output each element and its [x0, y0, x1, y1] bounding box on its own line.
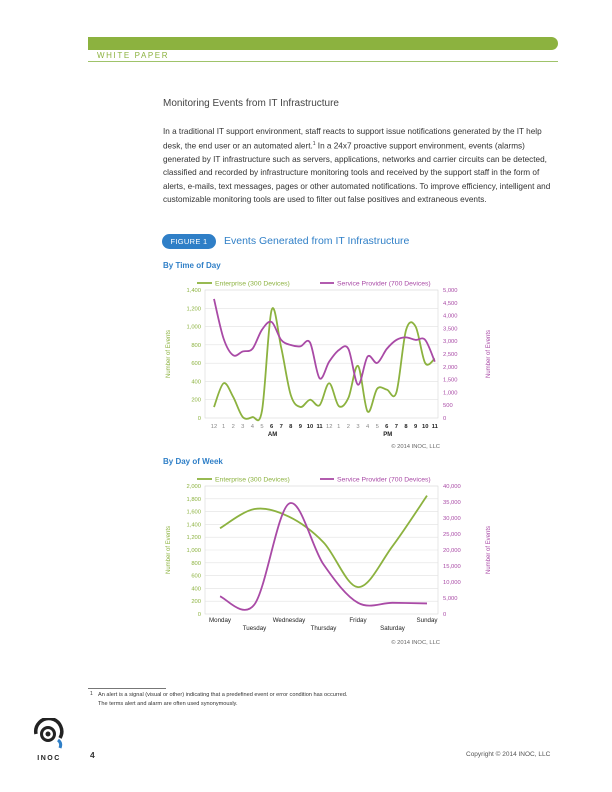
x-tick-label: Friday: [349, 617, 367, 624]
left-tick-label: 1,400: [186, 522, 201, 529]
x-tick-label: 9: [413, 424, 418, 430]
right-tick-label: 2,000: [443, 364, 458, 371]
right-tick-label: 15,000: [443, 564, 461, 570]
left-tick-label: 800: [191, 342, 201, 349]
legend-label-enterprise: Enterprise (300 Devices): [215, 476, 290, 484]
x-tick-label: Thursday: [310, 625, 337, 632]
page-number: 4: [90, 750, 95, 760]
x-tick-label: Monday: [208, 617, 232, 624]
right-axis-title: Number of Events: [486, 525, 492, 575]
left-tick-label: 200: [191, 397, 201, 404]
right-tick-label: 0: [443, 612, 447, 618]
chart-time-of-day: [160, 272, 500, 454]
right-tick-label: 1,000: [443, 390, 458, 397]
footnote-line-2: The terms alert and alarm are often used synonymously.: [98, 701, 238, 707]
x-tick-label: Wednesday: [272, 617, 306, 624]
chart-credit: © 2014 INOC, LLC: [391, 444, 440, 450]
left-tick-label: 1,000: [186, 548, 201, 554]
period-label: AM: [267, 432, 278, 438]
right-tick-label: 3,000: [443, 339, 458, 346]
x-tick-label: Tuesday: [242, 625, 267, 632]
right-tick-label: 10,000: [443, 580, 461, 586]
left-axis-title: Number of Events: [166, 329, 172, 379]
right-tick-label: 2,500: [443, 352, 458, 358]
logo-text: INOC: [37, 755, 61, 762]
x-tick-label: 5: [260, 424, 264, 430]
chart-day-of-week: [160, 468, 500, 650]
right-tick-label: 5,000: [443, 288, 458, 294]
left-tick-label: 0: [197, 416, 201, 422]
x-tick-label: 7: [279, 424, 283, 430]
right-tick-label: 1,500: [443, 377, 458, 384]
page-copyright: Copyright © 2014 INOC, LLC: [466, 751, 551, 758]
x-tick-label: 11: [431, 424, 438, 430]
right-tick-label: 4,000: [443, 313, 458, 320]
paragraph-part-2: In a 24x7 proactive support environment, events (alarms) generated by IT infrastructure such as servers, applications, networks and carrier circuits can be detected, classified and recorded by infrastructure monitoring tools and received by the support staff in the form of alerts, e-mails, text messages, pages or other automated notifications. To improve efficiency, intelligent and customizable monitoring tools are used to filter out false positives and extraneous events.: [163, 141, 551, 204]
figure-label: FIGURE 1: [162, 234, 216, 249]
section-title: Monitoring Events from IT Infrastructure: [163, 98, 339, 109]
chart-credit: © 2014 INOC, LLC: [391, 640, 440, 646]
legend-label-provider: Service Provider (700 Devices): [337, 280, 431, 288]
x-tick-label: Saturday: [380, 625, 405, 632]
x-tick-label: 4: [365, 424, 370, 430]
right-tick-label: 3,500: [443, 326, 458, 333]
x-tick-label: Sunday: [416, 617, 438, 624]
right-tick-label: 20,000: [443, 548, 461, 554]
left-tick-label: 1,200: [186, 306, 201, 313]
x-tick-label: 4: [250, 424, 255, 430]
x-tick-label: 1: [337, 424, 341, 430]
right-axis-title: Number of Events: [486, 329, 492, 379]
x-tick-label: 10: [306, 424, 314, 430]
x-tick-label: 11: [316, 424, 323, 430]
left-axis-title: Number of Events: [166, 525, 172, 575]
x-tick-label: 3: [356, 424, 360, 430]
left-tick-label: 200: [191, 599, 201, 606]
banner-label: WHITE PAPER: [97, 51, 170, 60]
x-tick-label: 8: [289, 424, 293, 430]
right-tick-label: 25,000: [443, 532, 461, 538]
left-tick-label: 600: [191, 361, 201, 368]
left-tick-label: 800: [191, 560, 201, 567]
x-tick-label: 3: [241, 424, 245, 430]
right-tick-label: 0: [443, 416, 447, 422]
x-tick-label: 1: [221, 424, 226, 430]
x-tick-label: 12: [325, 424, 333, 430]
left-tick-label: 400: [191, 379, 201, 386]
x-tick-label: 2: [346, 424, 351, 430]
left-tick-label: 400: [191, 586, 201, 593]
footnote-ref: 1: [312, 141, 316, 148]
left-tick-label: 600: [191, 573, 201, 580]
series-line-provider: [220, 503, 427, 610]
footnote-number: 1: [90, 691, 93, 697]
right-tick-label: 5,000: [443, 596, 458, 602]
right-tick-label: 500: [443, 403, 453, 410]
footnote-rule: [88, 688, 166, 689]
x-tick-label: 2: [231, 424, 235, 430]
left-tick-label: 1,600: [186, 509, 201, 516]
x-tick-label: 10: [421, 424, 429, 430]
left-tick-label: 1,200: [186, 535, 201, 542]
right-tick-label: 35,000: [443, 500, 461, 506]
x-tick-label: 9: [298, 424, 303, 430]
right-tick-label: 30,000: [443, 516, 461, 522]
header-rule: [88, 61, 558, 62]
legend-label-enterprise: Enterprise (300 Devices): [215, 280, 290, 288]
series-line-enterprise: [214, 308, 435, 420]
left-tick-label: 2,000: [186, 484, 201, 490]
left-tick-label: 1,400: [186, 288, 201, 294]
period-label: PM: [383, 432, 393, 438]
inoc-logo: [30, 718, 68, 762]
left-tick-label: 0: [197, 612, 201, 618]
header-banner: [88, 37, 558, 50]
footnote-line-1: An alert is a signal (visual or other) indicating that a predefined event or error condition has occurred.: [98, 692, 348, 698]
intro-paragraph: [163, 125, 563, 206]
legend-label-provider: Service Provider (700 Devices): [337, 476, 431, 484]
left-tick-label: 1,000: [186, 324, 201, 331]
x-tick-label: 5: [375, 424, 379, 430]
figure-title: Events Generated from IT Infrastructure: [224, 235, 410, 247]
x-tick-label: 7: [394, 424, 399, 430]
chart-time-subtitle: By Time of Day: [163, 261, 221, 270]
x-tick-label: 6: [385, 424, 389, 430]
right-tick-label: 4,500: [443, 300, 458, 307]
left-tick-label: 1,800: [186, 496, 201, 503]
x-tick-label: 8: [404, 424, 408, 430]
x-tick-label: 12: [210, 424, 218, 430]
series-line-provider: [214, 299, 435, 385]
footnote-text: [98, 691, 518, 709]
chart-week-subtitle: By Day of Week: [163, 457, 223, 466]
x-tick-label: 6: [269, 424, 274, 430]
series-line-enterprise: [220, 496, 427, 588]
paragraph-part-1: In a traditional IT support environment, staff reacts to support issue notifications generated by the IT help desk, the end user or an automated alert.: [163, 127, 542, 151]
right-tick-label: 40,000: [443, 484, 461, 490]
